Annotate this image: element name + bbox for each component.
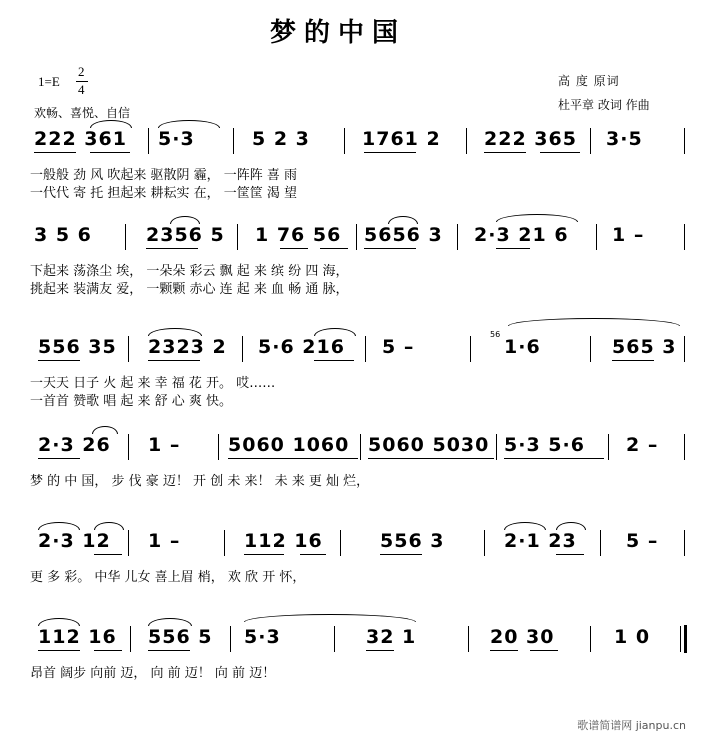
measure: 5060 5030	[368, 434, 490, 456]
slur	[504, 522, 546, 530]
underline	[38, 650, 80, 651]
bar-line	[684, 434, 685, 460]
underline	[368, 458, 494, 459]
measure: 1 –	[612, 224, 645, 246]
underline	[490, 650, 518, 651]
measure: 1 –	[148, 434, 181, 456]
measure: 5·3	[158, 128, 195, 150]
lyric-line-2: 一代代 寄 托 担起来 耕耘实 在， 一筐筐 渴 望	[30, 186, 298, 201]
measure: 1761 2	[362, 128, 441, 150]
bar-line	[340, 530, 341, 556]
bar-line	[128, 530, 129, 556]
underline	[94, 554, 122, 555]
bar-line	[684, 128, 685, 154]
slur	[314, 328, 356, 336]
slur	[158, 120, 220, 128]
time-signature-bottom: 4	[78, 82, 85, 97]
bar-line	[230, 626, 231, 652]
slur	[92, 426, 118, 434]
measure: 20 30	[490, 626, 555, 648]
measure: 2323 2	[148, 336, 227, 358]
bar-line	[334, 626, 335, 652]
underline	[556, 554, 584, 555]
time-signature-top: 2	[78, 64, 85, 79]
bar-line	[468, 626, 469, 652]
underline	[364, 248, 416, 249]
bar-line	[466, 128, 467, 154]
measure: 222 365	[484, 128, 577, 150]
underline	[146, 248, 198, 249]
underline	[90, 152, 130, 153]
bar-line	[365, 336, 366, 362]
underline	[540, 152, 580, 153]
underline	[34, 152, 76, 153]
final-bar-line	[684, 625, 687, 653]
bar-line	[590, 336, 591, 362]
measure: 556 3	[380, 530, 445, 552]
underline	[300, 554, 326, 555]
underline	[380, 554, 422, 555]
measure: 1 0	[614, 626, 651, 648]
pickup-notes: 56	[490, 330, 501, 339]
bar-line	[242, 336, 243, 362]
measure: 5 –	[382, 336, 415, 358]
measure: 2·3 21 6	[474, 224, 569, 246]
measure: 112 16	[244, 530, 323, 552]
bar-line	[233, 128, 234, 154]
underline	[148, 650, 190, 651]
bar-line	[600, 530, 601, 556]
measure: 222 361	[34, 128, 127, 150]
underline	[314, 360, 354, 361]
underline	[364, 152, 416, 153]
credit-lyricist: 高 度 原词	[558, 74, 620, 88]
watermark: 歌谱简谱网 jianpu.cn	[577, 719, 686, 732]
slur	[94, 522, 124, 530]
bar-line	[684, 336, 685, 362]
bar-line	[590, 128, 591, 154]
bar-line	[596, 224, 597, 250]
underline	[504, 458, 604, 459]
bar-line	[457, 224, 458, 250]
measure: 5·3 5·6	[504, 434, 585, 456]
bar-line	[484, 530, 485, 556]
slur	[38, 522, 80, 530]
slur	[148, 328, 202, 336]
lyric-line-1: 昂首 阔步 向前 迈， 向 前 迈！ 向 前 迈！	[30, 666, 276, 681]
bar-line	[237, 224, 238, 250]
lyric-line-2: 一首首 赞歌 唱 起 来 舒 心 爽 快。	[30, 394, 233, 409]
bar-line	[684, 224, 685, 250]
underline	[612, 360, 654, 361]
measure: 556 5	[148, 626, 213, 648]
measure: 1 76 56	[255, 224, 342, 246]
slur	[556, 522, 586, 530]
measure: 2356 5	[146, 224, 225, 246]
underline	[228, 458, 358, 459]
measure: 3 5 6	[34, 224, 92, 246]
lyric-line-1: 下起来 荡涤尘 埃， 一朵朵 彩云 飘 起 来 缤 纷 四 海，	[30, 264, 349, 279]
slur	[508, 318, 680, 326]
lyric-line-2: 挑起来 装满友 爱， 一颗颗 赤心 连 起 来 血 畅 通 脉，	[30, 282, 349, 297]
song-title: 梦的中国	[270, 18, 407, 48]
measure: 565 3	[612, 336, 677, 358]
measure: 2 –	[626, 434, 659, 456]
credit-composer: 杜平章 改词 作曲	[558, 98, 650, 112]
bar-line	[608, 434, 609, 460]
underline	[496, 248, 530, 249]
bar-line	[128, 434, 129, 460]
measure: 3·5	[606, 128, 643, 150]
slur	[388, 216, 418, 224]
measure: 2·1 23	[504, 530, 577, 552]
measure: 5·3	[244, 626, 281, 648]
underline	[530, 650, 558, 651]
measure: 32 1	[366, 626, 417, 648]
bar-line	[680, 626, 681, 652]
measure: 112 16	[38, 626, 117, 648]
key-signature: 1=E	[38, 74, 60, 89]
measure: 5060 1060	[228, 434, 350, 456]
lyric-line-1: 一般般 劲 风 吹起来 驱散阴 霾， 一阵阵 喜 雨	[30, 168, 298, 183]
slur	[170, 216, 200, 224]
measure: 2·3 26	[38, 434, 111, 456]
bar-line	[130, 626, 131, 652]
underline	[38, 458, 80, 459]
bar-line	[148, 128, 149, 154]
measure: 1·6	[504, 336, 541, 358]
bar-line	[356, 224, 357, 250]
measure: 556 35	[38, 336, 117, 358]
slur	[148, 618, 192, 626]
underline	[38, 360, 80, 361]
slur	[90, 120, 132, 128]
bar-line	[218, 434, 219, 460]
underline	[94, 650, 122, 651]
measure: 2·3 12	[38, 530, 111, 552]
measure: 1 –	[148, 530, 181, 552]
bar-line	[224, 530, 225, 556]
bar-line	[684, 530, 685, 556]
bar-line	[125, 224, 126, 250]
lyric-line-1: 梦 的 中 国， 步 伐 豪 迈！ 开 创 未 来！ 未 来 更 灿 烂，	[30, 474, 370, 489]
underline	[320, 248, 348, 249]
slur	[496, 214, 578, 222]
lyric-line-1: 更 多 彩。 中华 儿女 喜上眉 梢， 欢 欣 开 怀，	[30, 570, 306, 585]
bar-line	[496, 434, 497, 460]
underline	[280, 248, 308, 249]
bar-line	[128, 336, 129, 362]
lyric-line-1: 一天天 日子 火 起 来 幸 福 花 开。 哎……	[30, 376, 276, 391]
measure: 5 2 3	[252, 128, 310, 150]
tempo-mood: 欢畅、喜悦、自信	[34, 106, 131, 120]
underline	[148, 360, 200, 361]
bar-line	[360, 434, 361, 460]
measure: 5 –	[626, 530, 659, 552]
bar-line	[344, 128, 345, 154]
slur	[38, 618, 80, 626]
underline	[366, 650, 394, 651]
measure: 5656 3	[364, 224, 443, 246]
underline	[244, 554, 284, 555]
bar-line	[470, 336, 471, 362]
slur	[244, 614, 416, 622]
measure: 5·6 216	[258, 336, 345, 358]
underline	[484, 152, 526, 153]
bar-line	[590, 626, 591, 652]
